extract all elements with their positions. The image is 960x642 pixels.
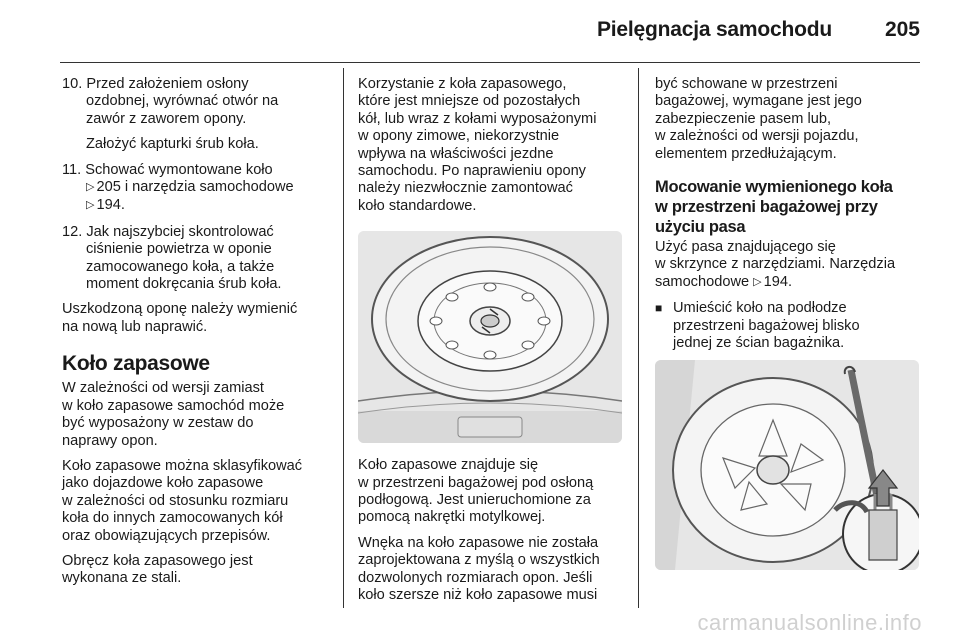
column-2 xyxy=(358,76,628,613)
wheel-strap-figure xyxy=(655,360,919,570)
paragraph: Koło zapasowe znajduje się w przestrzeni bagażowej pod osłoną podłogową. Jest unieruchomione za pomocą nakrętki motylkowej. xyxy=(358,457,594,526)
item-text: ozdobnej, wyrównać otwór na xyxy=(86,93,279,110)
list-item-11 xyxy=(62,162,334,216)
bullet-item: ■ Umieścić koło na podłodze przestrzeni bagażowej blisko jednej ze ścian bagażnika. xyxy=(655,300,860,352)
watermark: carmanualsonline.info xyxy=(697,610,922,635)
item-text: zawór z zaworem opony. xyxy=(86,110,247,127)
column-1 xyxy=(62,76,334,596)
paragraph: Użyć pasa znajdującego się w skrzynce z narzędziami. Narzędzia samochodowe ▷ 194. xyxy=(655,239,896,290)
item-text: Przed założeniem osłony xyxy=(86,76,249,92)
paragraph: W zależności od wersji zamiast w koło zapasowe samochód może być wyposażony w zestaw do naprawy opon. xyxy=(62,380,285,449)
bullet-square-icon: ■ xyxy=(655,301,663,316)
item-number: 11. xyxy=(62,161,82,178)
section-heading: Koło zapasowe xyxy=(62,352,210,376)
column-divider-2 xyxy=(638,68,639,608)
paragraph: Korzystanie z koła zapasowego, które jest mniejsze od pozostałych kół, lub wraz z kołami wyposażonymi w opony zimowe, niekorzystnie wpływa na właściwości jezdne samochodu. Po naprawieniu opony należy niezwłocznie zamontować koło standardowe. xyxy=(358,76,597,214)
header-rule xyxy=(60,62,920,63)
page-ref-arrow-icon: ▷ xyxy=(753,275,762,288)
item-text: moment dokręcania śrub koła. xyxy=(86,276,282,293)
paragraph: Koło zapasowe można sklasyfikować jako dojazdowe koło zapasowe w zależności od stosunku rozmiaru koła do innych zamocowanych kół oraz obowiązujących przepisów. xyxy=(62,457,303,544)
wheel-strap-illustration xyxy=(655,360,919,570)
list-item-10 xyxy=(62,76,334,154)
item-subtext: Założyć kapturki śrub koła. xyxy=(86,136,259,153)
subsection-heading: Mocowanie wymienionego koła w przestrzeni bagażowej przy użyciu pasa xyxy=(655,178,893,237)
paragraph: być schowane w przestrzeni bagażowej, wymagane jest jego zabezpieczenie pasem lub, w zależności od wersji pojazdu, elementem przedłużającym. xyxy=(655,76,862,162)
page-ref-arrow-icon: ▷ xyxy=(86,181,95,194)
spare-wheel-figure xyxy=(358,231,622,443)
column-3 xyxy=(655,76,927,570)
page-ref-link[interactable]: 205 i narzędzia samochodowe xyxy=(96,179,294,196)
page-ref-arrow-icon: ▷ xyxy=(86,199,95,212)
list-item-12 xyxy=(62,224,334,294)
item-number: 10. xyxy=(62,76,83,92)
paragraph: Uszkodzoną oponę należy wymienić na nową lub naprawić. xyxy=(62,301,298,335)
page-ref-link[interactable]: 194. xyxy=(96,197,125,214)
paragraph: Wnęka na koło zapasowe nie została zaprojektowana z myślą o wszystkich dozwolonych rozmiarach opon. Jeśli koło szersze niż koło zapasowe musi xyxy=(358,534,600,604)
item-text: Jak najszybciej skontrolować xyxy=(86,223,274,240)
spare-wheel-illustration xyxy=(358,231,622,443)
item-text: zamocowanego koła, a także xyxy=(86,258,275,275)
page-number: 205 xyxy=(884,18,920,41)
page-header-title: Pielęgnacja samochodu xyxy=(596,18,832,41)
item-text: ciśnienie powietrza w oponie xyxy=(86,241,272,258)
page-ref-link[interactable]: 194. xyxy=(763,273,793,290)
paragraph: Obręcz koła zapasowego jest wykonana ze stali. xyxy=(62,552,253,587)
column-divider-1 xyxy=(343,68,344,608)
item-number: 12. xyxy=(62,223,83,240)
item-text: Schować wymontowane koło xyxy=(85,161,273,178)
